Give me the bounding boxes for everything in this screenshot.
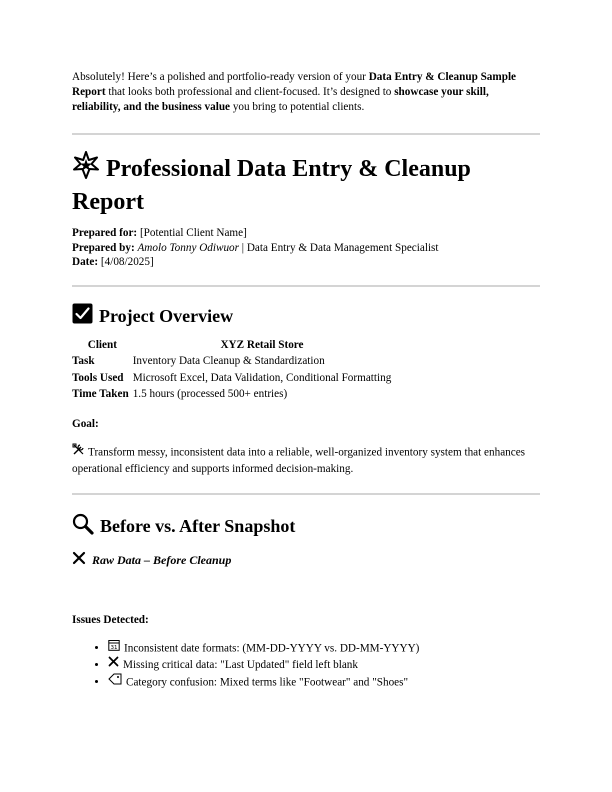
table-row [72,370,391,387]
svg-text:31: • 31 [110,644,118,651]
date-value: [4/08/2025] [98,256,154,268]
row-key: Task [72,355,95,367]
issue-text: Inconsistent date formats: (MM-DD-YYYY vs. DD-MM-YYYY) [124,641,420,654]
row-value: Inventory Data Cleanup & Standardization [132,355,325,367]
project-overview-title: Project Overview [99,305,234,326]
date-line [72,255,540,270]
magnifier-icon [72,513,94,540]
row-value: 1.5 hours (processed 500+ entries) [132,388,288,400]
table-header-row [72,337,391,354]
sparkle-icon [72,151,100,186]
issues-heading: Issues Detected: [72,613,149,626]
list-item [108,640,540,658]
report-meta [72,226,540,270]
cross-icon [108,656,119,673]
calendar-icon [108,639,120,657]
report-page [72,70,540,691]
prepared-by-line [72,241,540,256]
report-title [72,153,540,216]
issue-text: Category confusion: Mixed terms like "Footwear" and "Shoes" [126,675,409,688]
table-row [72,386,391,403]
intro-text-1: Absolutely! Here’s a polished and portfolio-ready version of your [72,71,369,83]
date-label: Date: [72,256,99,268]
divider [72,133,540,135]
intro-text-3: you bring to potential clients. [230,101,365,113]
tools-icon [72,443,85,461]
prepared-for-label: Prepared for: [72,227,138,239]
prepared-for-value: [Potential Client Name] [137,227,247,239]
goal-text: Transform messy, inconsistent data into a reliable, well-organized inventory system that enhances operational efficiency and supports informed decision-making. [72,446,526,475]
raw-data-heading [72,551,540,569]
snapshot-heading [72,513,540,540]
list-item [108,674,540,692]
table-row [72,353,391,370]
divider [72,493,540,495]
intro-paragraph [72,70,540,115]
intro-bold-2: showcase your skill, reliability, and the business value [72,86,489,113]
divider [72,285,540,287]
cross-icon [72,551,86,569]
goal-paragraph [72,444,540,477]
prepared-by-role: | Data Entry & Data Management Specialist [239,241,439,254]
prepared-for-line [72,226,540,241]
header-client: Client [87,338,117,351]
header-client-value: XYZ Retail Store [220,338,304,351]
raw-data-label: Raw Data – Before Cleanup [92,552,232,567]
tag-icon [108,673,122,691]
snapshot-title: Before vs. After Snapshot [100,516,296,536]
project-overview-heading [72,303,540,329]
issue-text: Missing critical data: "Last Updated" field left blank [123,658,358,671]
issues-list [72,640,540,692]
prepared-by-name: Amolo Tonny Odiwuor [137,241,239,254]
goal-heading: Goal: [72,417,99,430]
row-value: Microsoft Excel, Data Validation, Conditional Formatting [132,371,392,384]
prepared-by-label: Prepared by: [72,241,135,254]
report-title-text: Professional Data Entry & Cleanup Report [72,156,471,215]
check-box-icon [72,303,93,329]
intro-text-2: that looks both professional and client-focused. It’s designed to [105,86,395,98]
row-key: Tools Used [72,371,124,384]
list-item [108,657,540,674]
overview-table [72,337,391,403]
row-key: Time Taken [72,388,129,400]
intro-bold-1: Data Entry & Cleanup Sample Report [72,71,517,98]
